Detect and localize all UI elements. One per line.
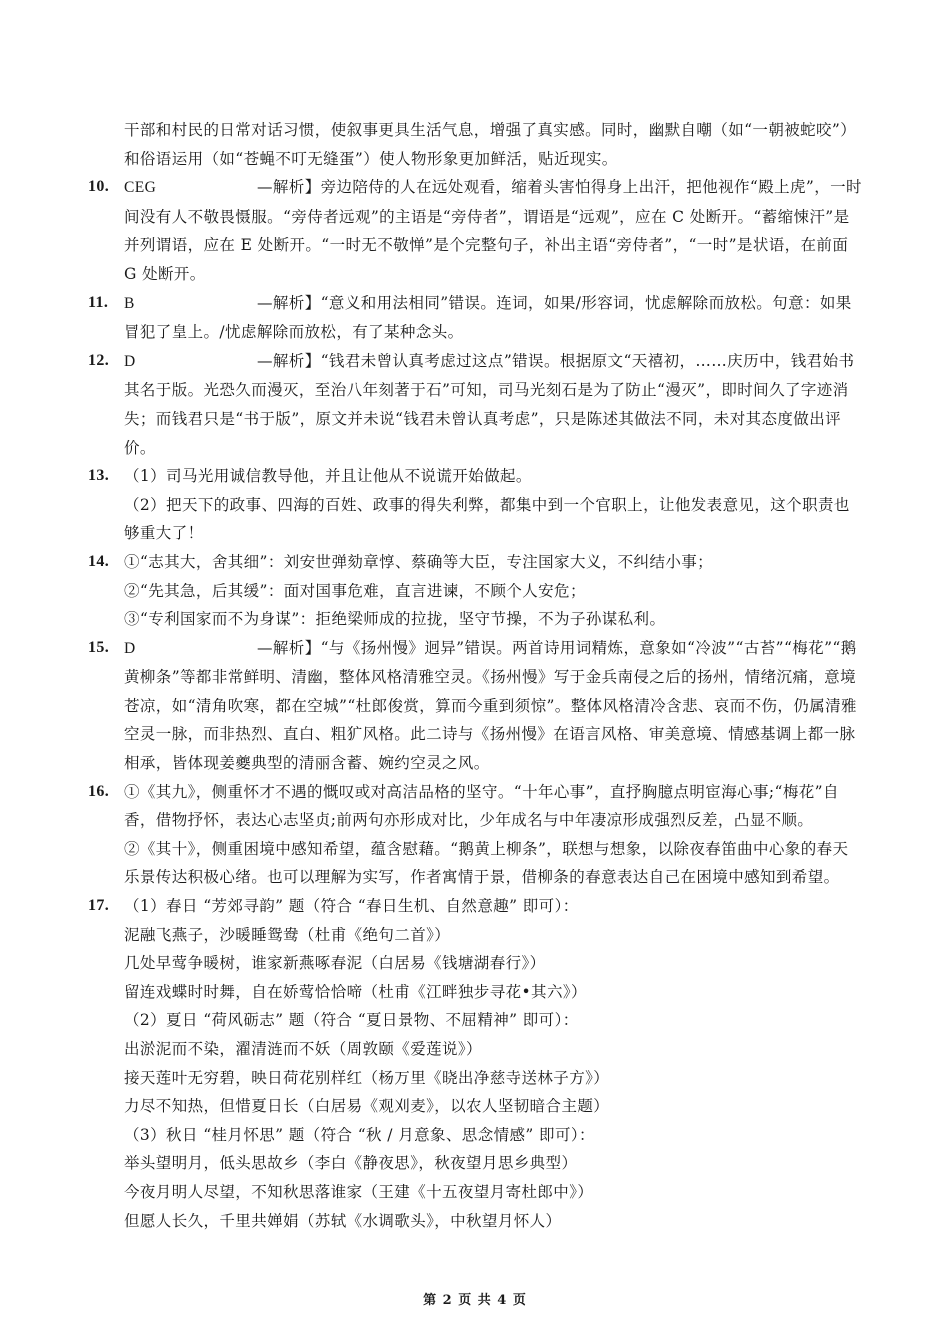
analysis-text: —解析】“与《扬州慢》迥异”错误。两首诗用词精炼，意象如“冷波”“古苔”“梅花”“鹅黄柳条”等都非常鲜明、清幽，整体风格清雅空灵。《扬州慢》写于金兵南侵之后的扬州，情绪沉痛，意境苍凉，如“清角吹寒，都在空城”“杜郎俊赏，算而今重到须惊”。整体风格清冷含悲、哀而不伤，仍属清雅空灵一脉，而非热烈、直白、粗犷风格。此二诗与《扬州慢》在语言风格、审美意境、情感基调上都一脉相承，皆体现姜夔典型的清丽含蓄、婉约空灵之风。	[124, 638, 857, 773]
answer-line: （2）把天下的政事、四海的百姓、政事的得失利弊，都集中到一个官职上，让他发表意见，这个职责也够重大了！	[124, 495, 850, 543]
question-17	[88, 892, 863, 1235]
answer-choice: D	[124, 639, 136, 657]
answer-line: 几处早莺争暖树，谁家新燕啄春泥（白居易《钱塘湖春行》）	[124, 954, 546, 973]
answer-line: 举头望明月，低头思故乡（李白《静夜思》，秋夜望月思乡典型）	[124, 1154, 578, 1173]
answer-line: （1）春日 “芳郊寻韵” 题（符合 “春日生机、自然意趣” 即可）：	[124, 897, 579, 916]
analysis-text: —解析】“钱君未曾认真考虑过这点”错误。根据原文“天禧初，……庆历中，钱君始书其名于版。光恐久而漫灭，至治八年刻著于石”可知，司马光刻石是为了防止“漫灭”，即时间久了字迹消失；而钱君只是“书于版”，原文并未说“钱君未曾认真考虑”，只是陈述其做法不同，未对其态度做出评价。	[124, 351, 855, 457]
question-13	[88, 462, 863, 548]
answer-line: 力尽不知热，但惜夏日长（白居易《观刈麦》，以农人坚韧暗合主题）	[124, 1097, 610, 1116]
answer-line: 出淤泥而不染，濯清涟而不妖（周敦颐《爱莲说》）	[124, 1040, 482, 1058]
question-16	[88, 778, 863, 892]
question-14	[88, 548, 863, 634]
answer-line: ②“先其急，后其缓”：面对国事危难，直言进谏，不顾个人安危；	[124, 581, 586, 600]
answer-line: 今夜月明人尽望，不知秋思落谁家（王建《十五夜望月寄杜郎中》）	[124, 1182, 594, 1201]
intro-paragraph: 干部和村民的日常对话习惯，使叙事更具生活气息，增强了真实感。同时，幽默自嘲（如“一朝被蛇咬”）和俗语运用（如“苍蝇不叮无缝蛋”）使人物形象更加鲜活，贴近现实。	[124, 121, 857, 168]
answer-line: ①“志其大，舍其细”：刘安世弹劾章惇、蔡确等大臣，专注国家大义，不纠结小事；	[124, 552, 714, 571]
question-number: 10.	[88, 178, 110, 196]
answer-choice: B	[124, 294, 135, 312]
question-number: 12.	[88, 351, 110, 369]
answer-choice: CEG	[124, 179, 157, 197]
question-number: 14.	[88, 552, 110, 570]
question-number: 16.	[88, 782, 110, 800]
answer-choice: D	[124, 352, 136, 370]
answer-line: 泥融飞燕子，沙暖睡鸳鸯（杜甫《绝句二首》）	[124, 925, 451, 944]
question-number: 15.	[88, 638, 110, 656]
answer-line: ①《其九》，侧重怀才不遇的慨叹或对高洁品格的坚守。“十年心事”，直抒胸臆点明宦海心事;“梅花”自香，借物抒怀，表达心志坚贞;前两句亦形成对比，少年成名与中年凄凉形成强烈反差，凸显不顺。	[124, 782, 839, 830]
answer-content	[88, 116, 863, 1235]
answer-line: 但愿人长久，千里共婵娟（苏轼《水调歌头》，中秋望月怀人）	[124, 1211, 562, 1230]
analysis-text: —解析】旁边陪侍的人在远处观看，缩着头害怕得身上出汗，把他视作“殿上虎”，一时间没有人不敬畏慑服。“旁侍者远观”的主语是“旁侍者”，谓语是“远观”，应在 C 处断开。“蓄缩悚汗”是并列谓语，应在 E 处断开。“一时无不敬惮”是个完整句子，补出主语“旁侍者”，“一时”是状语，在前面 G 处断开。	[124, 178, 862, 283]
question-15	[88, 634, 863, 778]
answer-line: ②《其十》，侧重困境中感知希望，蕴含慰藉。“鹅黄上柳条”，联想与想象，以除夜春笛曲中心象的春天乐景传达积极心绪。也可以理解为实写，作者寓情于景，借柳条的春意表达自己在困境中感知到希望。	[124, 839, 849, 887]
answer-line: （3）秋日 “桂月怀思” 题（符合 “秋 / 月意象、思念情感” 即可）：	[124, 1125, 595, 1144]
answer-line: 接天莲叶无穷碧，映日荷花别样红（杨万里《晓出净慈寺送林子方》）	[124, 1068, 610, 1087]
answer-line: 留连戏蝶时时舞，自在娇莺恰恰啼（杜甫《江畔独步寻花•其六》）	[124, 982, 587, 1001]
question-12	[88, 347, 863, 462]
question-number: 13.	[88, 467, 110, 485]
analysis-text: —解析】“意义和用法相同”错误。连词，如果/形容词，忧虑解除而放松。句意：如果冒犯了皇上。/忧虑解除而放松，有了某种念头。	[124, 293, 852, 342]
question-number: 11.	[88, 293, 109, 311]
answer-line: （2）夏日 “荷风砺志” 题（符合 “夏日景物、不屈精神” 即可）：	[124, 1011, 579, 1030]
question-10	[88, 173, 863, 288]
answer-line: ③“专利国家而不为身谋”：拒绝梁师成的拉拢，坚守节操，不为子孙谋私利。	[124, 610, 666, 629]
question-number: 17.	[88, 897, 110, 915]
question-11	[88, 289, 863, 347]
page-footer: 第 2 页 共 4 页	[423, 1293, 527, 1308]
answer-line: （1）司马光用诚信教导他，并且让他从不说谎开始做起。	[124, 467, 532, 486]
